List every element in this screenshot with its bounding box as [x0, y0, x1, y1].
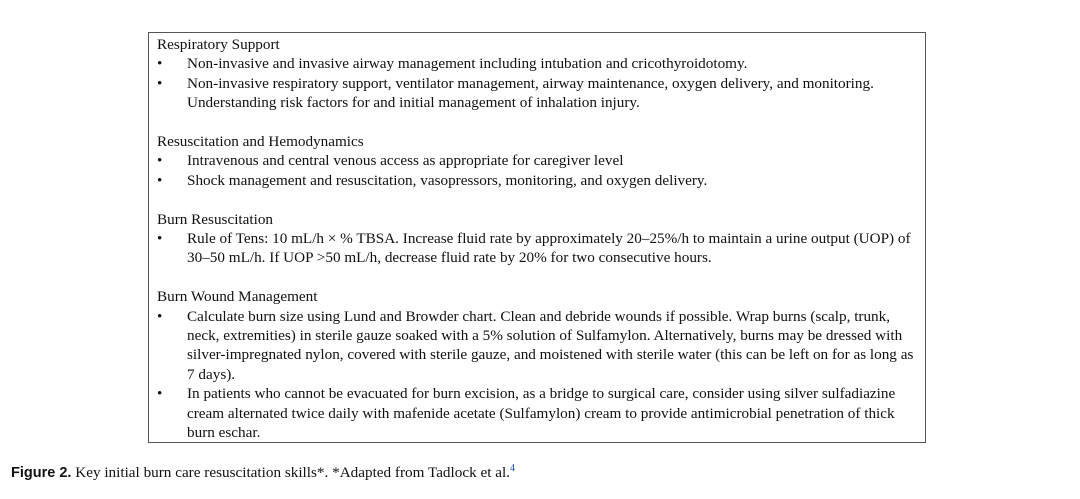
bullet-text: Calculate burn size using Lund and Browder chart. Clean and debride wounds if possible. Wrap burns (scalp, trunk, neck, extremities) in sterile gauze soaked with a 5% solution of Sulfamylon. Alternatively, burns may be dressed with silver-impregnated nylon, covered with sterile gauze, and moistened with sterile water (this can be left on for as long as 7 days).	[187, 307, 914, 383]
bullet-icon: •	[157, 55, 163, 73]
bullet-list	[157, 307, 917, 443]
bullet-item	[157, 74, 917, 113]
bullet-text: Shock management and resuscitation, vasopressors, monitoring, and oxygen delivery.	[187, 171, 708, 189]
bullet-item	[157, 384, 917, 442]
bullet-icon: •	[157, 74, 163, 92]
section-respiratory-support	[157, 35, 917, 113]
bullet-item	[157, 151, 917, 170]
bullet-icon: •	[157, 307, 163, 325]
bullet-icon: •	[157, 152, 163, 170]
skills-table-box	[148, 32, 926, 443]
bullet-text: Rule of Tens: 10 mL/h × % TBSA. Increase fluid rate by approximately 20–25%/h to maintain a urine output (UOP) of 30–50 mL/h. If UOP >50 mL/h, decrease fluid rate by 20% for two consecutive hours.	[187, 230, 911, 267]
bullet-list	[157, 151, 917, 190]
section-resuscitation-hemodynamics	[157, 132, 917, 190]
bullet-icon: •	[157, 171, 163, 189]
section-heading: Burn Wound Management	[157, 288, 318, 306]
figure-caption	[11, 463, 515, 483]
reference-link[interactable]: 4	[510, 462, 515, 474]
bullet-list	[157, 54, 917, 112]
bullet-icon: •	[157, 230, 163, 248]
caption-text: Key initial burn care resuscitation skills*. *Adapted from Tadlock et al.	[71, 464, 510, 481]
section-burn-resuscitation	[157, 210, 917, 268]
bullet-item	[157, 171, 917, 190]
bullet-item	[157, 307, 917, 385]
bullet-text: In patients who cannot be evacuated for burn excision, as a bridge to surgical care, consider using silver sulfadiazine cream alternated twice daily with mafenide acetate (Sulfamylon) cream to provide antimicrobial penetration of thick burn eschar.	[187, 385, 896, 442]
bullet-item	[157, 229, 917, 268]
section-heading: Burn Resuscitation	[157, 210, 274, 228]
figure-label: Figure 2.	[11, 465, 72, 481]
section-heading: Resuscitation and Hemodynamics	[157, 133, 364, 151]
bullet-item	[157, 54, 917, 73]
bullet-text: Intravenous and central venous access as appropriate for caregiver level	[187, 152, 624, 170]
bullet-icon: •	[157, 385, 163, 403]
section-burn-wound-management	[157, 287, 917, 442]
bullet-text: Non-invasive respiratory support, ventilator management, airway maintenance, oxygen delivery, and monitoring. Understanding risk factors for and initial management of inhalation injury.	[187, 74, 874, 112]
bullet-list	[157, 229, 917, 268]
bullet-text: Non-invasive and invasive airway management including intubation and cricothyroidotomy.	[187, 55, 748, 73]
section-heading: Respiratory Support	[157, 36, 280, 53]
